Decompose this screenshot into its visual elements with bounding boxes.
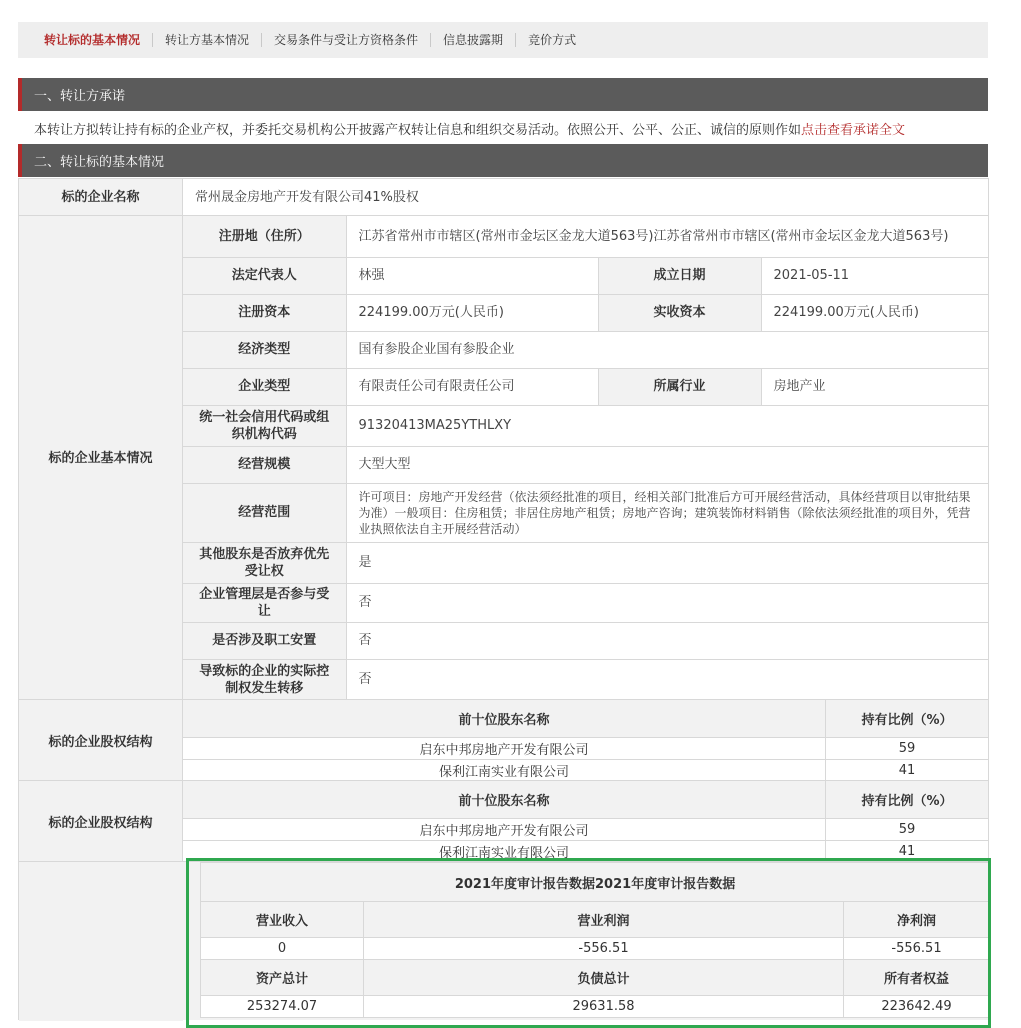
net-profit-value: -556.51 (844, 938, 990, 960)
found-date-value: 2021-05-11 (761, 257, 988, 294)
shareholder-name-header: 前十位股东名称 (183, 700, 826, 738)
credit-code-label: 统一社会信用代码或组织机构代码 (183, 405, 346, 446)
ent-type-value: 有限责任公司有限责任公司 (346, 368, 598, 405)
scale-label: 经营规模 (183, 446, 346, 483)
reg-address-value: 江苏省常州市市辖区(常州市金坛区金龙大道563号)江苏省常州市市辖区(常州市金坛区金龙大道563号) (346, 216, 988, 257)
equity-table (18, 780, 989, 863)
scale-value: 大型大型 (346, 446, 988, 483)
equity-structure-label: 标的企业股权结构 (19, 700, 183, 782)
target-info-table (18, 178, 989, 701)
mgmt-participate-value: 否 (346, 583, 988, 622)
company-name-label: 标的企业名称 (19, 179, 183, 216)
promise-body: 本转让方拟转让持有标的企业产权，并委托交易机构公开披露产权转让信息和组织交易活动。依照公开、公平、公正、诚信的原则作如 (34, 122, 802, 138)
tab-bar (18, 22, 988, 58)
econ-type-label: 经济类型 (183, 331, 346, 368)
op-profit-label: 营业利润 (364, 902, 844, 938)
industry-label: 所属行业 (598, 368, 761, 405)
tab-disclosure-period[interactable]: 信息披露期 (431, 33, 516, 47)
shareholder-name: 启东中邦房地产开发有限公司 (183, 819, 826, 841)
shareholder-name: 保利江南实业有限公司 (183, 760, 826, 782)
credit-code-value: 91320413MA25YTHLXY (346, 405, 988, 446)
staff-placement-value: 否 (346, 622, 988, 659)
audit-section (18, 861, 988, 1020)
paid-capital-value: 224199.00万元(人民币) (761, 294, 988, 331)
tab-bidding-method[interactable]: 竞价方式 (528, 33, 577, 47)
view-full-promise-link[interactable]: 点击查看承诺全文 (801, 122, 906, 138)
tab-transferor-basic[interactable]: 转让方基本情况 (153, 33, 262, 47)
section-header-target: 二、转让标的基本情况 (18, 144, 988, 177)
shareholder-name: 启东中邦房地产开发有限公司 (183, 738, 826, 760)
owner-equity-label: 所有者权益 (844, 960, 990, 996)
equity-structure-label: 标的企业股权结构 (19, 781, 183, 863)
waive-priority-value: 是 (346, 542, 988, 583)
ent-type-label: 企业类型 (183, 368, 346, 405)
company-name-value: 常州晟金房地产开发有限公司41%股权 (183, 179, 989, 216)
tab-target-basic[interactable]: 转让标的基本情况 (18, 33, 153, 47)
staff-placement-label: 是否涉及职工安置 (183, 622, 346, 659)
paid-capital-label: 实收资本 (598, 294, 761, 331)
holding-ratio: 41 (826, 760, 989, 782)
holding-ratio: 41 (826, 841, 989, 863)
waive-priority-label: 其他股东是否放弃优先受让权 (183, 542, 346, 583)
holding-ratio: 59 (826, 738, 989, 760)
control-transfer-label: 导致标的企业的实际控制权发生转移 (183, 659, 346, 700)
audit-table (200, 862, 990, 1018)
holding-ratio: 59 (826, 819, 989, 841)
owner-equity-value: 223642.49 (844, 996, 990, 1018)
econ-type-value: 国有参股企业国有参股企业 (346, 331, 988, 368)
control-transfer-value: 否 (346, 659, 988, 700)
audit-title: 2021年度审计报告数据2021年度审计报告数据 (201, 863, 990, 902)
basic-info-subtable (183, 216, 988, 700)
tab-trade-conditions[interactable]: 交易条件与受让方资格条件 (262, 33, 431, 47)
assets-value: 253274.07 (201, 996, 364, 1018)
holding-ratio-header: 持有比例（%） (826, 781, 989, 819)
scope-value: 许可项目：房地产开发经营（依法须经批准的项目，经相关部门批准后方可开展经营活动，具体经营项目以审批结果为准）一般项目：住房租赁；非居住房地产租赁；房地产咨询；建筑装饰材料销售（除依法须经批准的项目外，凭营业执照依法自主开展经营活动） (346, 483, 988, 542)
scope-label: 经营范围 (183, 483, 346, 542)
op-profit-value: -556.51 (364, 938, 844, 960)
legal-rep-label: 法定代表人 (183, 257, 346, 294)
basic-info-group-label: 标的企业基本情况 (19, 216, 183, 701)
liabilities-value: 29631.58 (364, 996, 844, 1018)
promise-text (18, 113, 988, 143)
found-date-label: 成立日期 (598, 257, 761, 294)
reg-capital-label: 注册资本 (183, 294, 346, 331)
reg-capital-value: 224199.00万元(人民币) (346, 294, 598, 331)
holding-ratio-header: 持有比例（%） (826, 700, 989, 738)
assets-label: 资产总计 (201, 960, 364, 996)
equity-table (18, 699, 989, 782)
liabilities-label: 负债总计 (364, 960, 844, 996)
revenue-label: 营业收入 (201, 902, 364, 938)
shareholder-name-header: 前十位股东名称 (183, 781, 826, 819)
net-profit-label: 净利润 (844, 902, 990, 938)
revenue-value: 0 (201, 938, 364, 960)
legal-rep-value: 林强 (346, 257, 598, 294)
shareholder-name: 保利江南实业有限公司 (183, 841, 826, 863)
mgmt-participate-label: 企业管理层是否参与受让 (183, 583, 346, 622)
section-header-promise: 一、转让方承诺 (18, 78, 988, 111)
industry-value: 房地产业 (761, 368, 988, 405)
reg-address-label: 注册地（住所） (183, 216, 346, 257)
audit-label-cell (19, 862, 183, 1021)
